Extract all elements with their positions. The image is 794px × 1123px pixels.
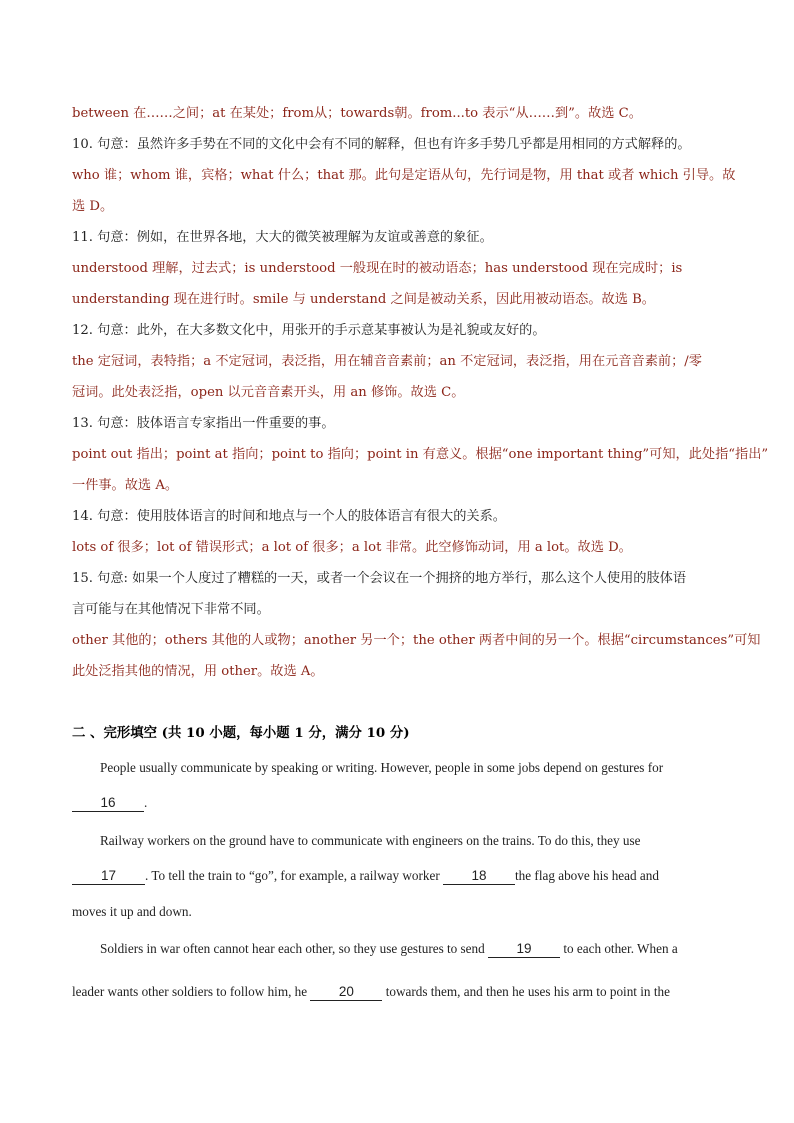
answer-explanations <box>72 98 769 687</box>
explanation-line: understanding 现在进行时。smile 与 understand 之间是被动关系，因此用被动语态。故选 B。 <box>72 292 655 307</box>
explanation-line: 选 D。 <box>72 199 114 214</box>
section-title: 二 、完形填空 (共 10 小题，每小题 1 分，满分 10 分) <box>72 725 410 741</box>
passage-text: towards them, and then he uses his arm to point in the <box>385 984 670 999</box>
explanation-line: other 其他的；others 其他的人或物；another 另一个；the other 两者中间的另一个。根据“circumstances”可知 <box>72 633 761 648</box>
passage-line <box>72 868 659 885</box>
blank-19[interactable]: 19 <box>488 941 560 958</box>
passage-text: to each other. When a <box>563 941 678 956</box>
passage-text: Soldiers in war often cannot hear each other, so they use gestures to send <box>100 941 485 956</box>
explanation-line: the 定冠词，表特指；a 不定冠词，表泛指，用在辅音音素前；an 不定冠词，表泛指，用在元音音素前；/零 <box>72 354 702 369</box>
passage-text: leader wants other soldiers to follow him, he <box>72 984 308 999</box>
explanation-line: 15. 句意: 如果一个人度过了糟糕的一天，或者一个会议在一个拥挤的地方举行，那么这个人使用的肢体语 <box>72 571 687 586</box>
passage-text: moves it up and down. <box>72 904 192 919</box>
explanation-line: understood 理解，过去式；is understood 一般现在时的被动语态；has understood 现在完成时；is <box>72 261 683 276</box>
blank-16[interactable]: 16 <box>72 795 144 812</box>
blank-17[interactable]: 17 <box>72 868 145 885</box>
passage-text: . <box>144 795 148 810</box>
explanation-line: 14. 句意：使用肢体语言的时间和地点与一个人的肢体语言有很大的关系。 <box>72 509 506 524</box>
explanation-line: 11. 句意：例如，在世界各地，大大的微笑被理解为友谊或善意的象征。 <box>72 230 493 245</box>
passage-text: People usually communicate by speaking or writing. However, people in some jobs depend on gestures for <box>100 760 664 775</box>
passage-line <box>100 941 678 958</box>
explanation-line: 一件事。故选 A。 <box>72 478 179 493</box>
explanation-line: lots of 很多；lot of 错误形式；a lot of 很多；a lot 非常。此空修饰动词，用 a lot。故选 D。 <box>72 540 632 555</box>
blank-20[interactable]: 20 <box>310 984 382 1001</box>
passage-line <box>72 904 192 920</box>
explanation-line: between 在……之间；at 在某处；from从；towards朝。from...to 表示“从……到”。故选 C。 <box>72 106 642 121</box>
explanation-line: 冠词。此处表泛指，open 以元音音素开头，用 an 修饰。故选 C。 <box>72 385 465 400</box>
passage-line <box>100 833 641 849</box>
explanation-line: 此处泛指其他的情况，用 other。故选 A。 <box>72 664 324 679</box>
blank-18[interactable]: 18 <box>443 868 515 885</box>
passage-line <box>72 984 670 1001</box>
passage-text: . To tell the train to “go”, for example, a railway worker <box>145 868 440 883</box>
passage-text: the flag above his head and <box>515 868 659 883</box>
explanation-line: point out 指出；point at 指向；point to 指向；point in 有意义。根据“one important thing”可知，此处指“指出” <box>72 447 769 462</box>
explanation-line: who 谁；whom 谁，宾格；what 什么；that 那。此句是定语从句，先行词是物，用 that 或者 which 引导。故 <box>72 168 736 183</box>
passage-text: Railway workers on the ground have to communicate with engineers on the trains. To do this, they use <box>100 833 641 848</box>
explanation-line: 13. 句意：肢体语言专家指出一件重要的事。 <box>72 416 335 431</box>
passage-line <box>72 795 147 812</box>
explanation-line: 12. 句意：此外，在大多数文化中，用张开的手示意某事被认为是礼貌或友好的。 <box>72 323 546 338</box>
explanation-line: 言可能与在其他情况下非常不同。 <box>72 602 270 617</box>
passage-line <box>100 760 663 776</box>
explanation-line: 10. 句意：虽然许多手势在不同的文化中会有不同的解释，但也有许多手势几乎都是用相同的方式解释的。 <box>72 137 691 152</box>
